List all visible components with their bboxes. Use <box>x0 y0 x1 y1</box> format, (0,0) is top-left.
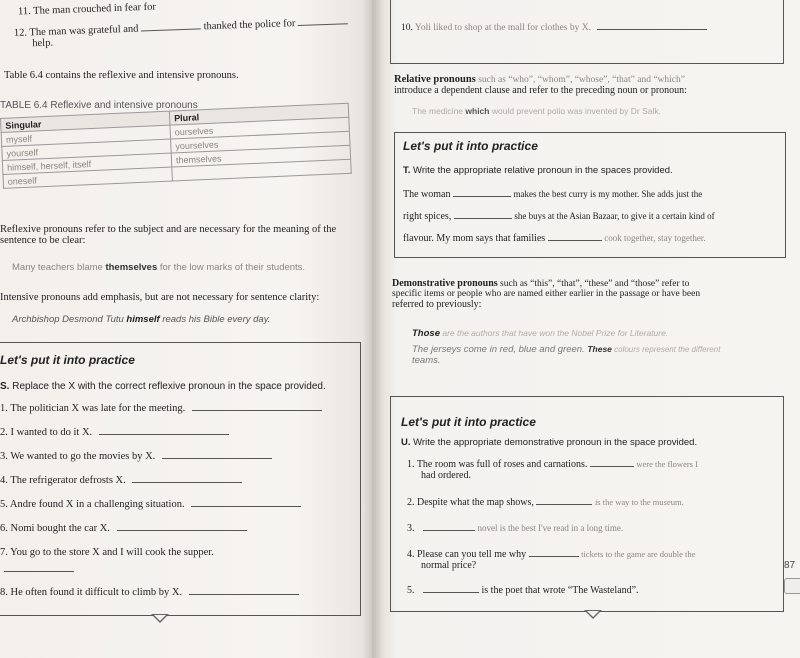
table-row: oneself <box>3 159 351 188</box>
publisher-logo-icon <box>784 578 800 594</box>
answer-blank[interactable] <box>117 529 247 531</box>
demonstrative-definition: Demonstrative pronouns such as “this”, “that”, “these” and “those” refer to specific items or people who are named either earlier in the passage or have been referred to previously: <box>392 278 701 310</box>
answer-blank[interactable] <box>162 457 272 459</box>
answer-blank[interactable] <box>423 591 479 593</box>
practice-instruction: U. Write the appropriate demonstrative pronoun in the space provided. <box>401 437 698 448</box>
practice-box-t <box>394 132 786 258</box>
answer-blank[interactable] <box>548 239 602 241</box>
list-item: 5. is the poet that wrote “The Wasteland”. <box>407 585 639 596</box>
right-page <box>372 0 800 658</box>
paragraph-line: right spices, she buys at the Asian Bazaar, to give it a certain kind of <box>403 211 715 222</box>
answer-blank[interactable] <box>99 433 229 435</box>
answer-blank[interactable] <box>189 593 299 595</box>
answer-blank[interactable] <box>191 505 301 507</box>
list-item: 8. He often found it difficult to climb by X. <box>0 587 299 598</box>
reflexive-example: Many teachers blame themselves for the low marks of their students. <box>12 262 306 273</box>
table-row: himself, herself, itself themselves <box>2 145 350 174</box>
list-item: 2. Despite what the map shows, is the way to the museum. <box>407 497 684 508</box>
answer-blank[interactable] <box>192 409 322 411</box>
relative-definition: Relative pronouns such as “who”, “whom”, “whose”, “that” and “which” introduce a dependent clause and refer to the preceding noun or pronoun: <box>394 74 687 96</box>
table-row: yourself yourselves <box>2 131 350 160</box>
page-number: 87 <box>784 560 796 571</box>
answer-blank[interactable] <box>141 27 201 31</box>
answer-blank[interactable] <box>298 22 348 26</box>
answer-blank[interactable] <box>590 465 634 467</box>
book-gutter <box>362 0 384 658</box>
answer-blank[interactable] <box>536 503 592 505</box>
answer-blank[interactable] <box>423 529 475 531</box>
table-header-singular: Singular <box>1 111 170 132</box>
table-caption: TABLE 6.4 Reflexive and intensive pronouns <box>0 100 198 111</box>
pronoun-table <box>0 103 352 189</box>
list-item: 3. novel is the best I've read in a long time. <box>407 523 624 534</box>
demonstrative-example-2: The jerseys come in red, blue and green. These colours represent the different teams. <box>412 344 721 366</box>
practice-box-s <box>0 342 361 616</box>
intensive-example: Archbishop Desmond Tutu himself reads his Bible every day. <box>12 314 271 325</box>
practice-box-u <box>390 396 784 612</box>
list-item: 7. You go to the store X and I will cook the supper. <box>0 547 214 575</box>
list-item: 2. I wanted to do it X. <box>0 427 229 438</box>
relative-example: The medicine which would prevent polio was invented by Dr Salk. <box>412 106 661 116</box>
answer-blank[interactable] <box>453 195 511 197</box>
list-item: 4. Please can you tell me why tickets to the game are double the normal price? <box>407 549 696 571</box>
practice-title: Let's put it into practice <box>0 353 135 367</box>
box-pointer-icon <box>584 610 602 619</box>
box-pointer-icon <box>151 614 169 623</box>
exercise-item-10: 10. Yoli liked to shop at the mall for clothes by X. <box>401 23 707 33</box>
table-row: myself ourselves <box>1 117 349 146</box>
answer-blank[interactable] <box>597 28 707 30</box>
paragraph-line: The woman makes the best curry is my mother. She adds just the <box>403 189 703 200</box>
list-item: 1. The room was full of roses and carnations. were the flowers I had ordered. <box>407 459 698 481</box>
exercise-item-12: 12. The man was grateful and thanked the police for help. <box>14 16 355 50</box>
list-item: 4. The refrigerator defrosts X. <box>0 475 242 486</box>
paragraph-line: flavour. My mom says that families cook together, stay together. <box>403 233 706 244</box>
list-item: 1. The politician X was late for the meeting. <box>0 403 322 414</box>
practice-instruction: S. Replace the X with the correct reflexive pronoun in the space provided. <box>0 381 326 392</box>
exercise-item-11: 11. The man crouched in fear for <box>17 1 157 18</box>
demonstrative-example-1: Those are the authors that have won the Nobel Prize for Literature. <box>412 328 669 339</box>
table-intro: Table 6.4 contains the reflexive and intensive pronouns. <box>4 70 239 81</box>
answer-blank[interactable] <box>132 481 242 483</box>
answer-blank[interactable] <box>4 570 74 572</box>
left-page <box>0 0 372 658</box>
answer-blank[interactable] <box>454 217 512 219</box>
list-item: 6. Nomi bought the car X. <box>0 523 247 534</box>
top-exercise-box <box>390 0 784 64</box>
list-item: 5. Andre found X in a challenging situation. <box>0 499 301 510</box>
intensive-definition: Intensive pronouns add emphasis, but are not necessary for sentence clarity: <box>0 292 320 303</box>
practice-instruction: T. Write the appropriate relative pronoun in the spaces provided. <box>403 165 673 176</box>
practice-title: Let's put it into practice <box>401 415 536 429</box>
table-header-plural: Plural <box>169 103 348 125</box>
list-item: 3. We wanted to go the movies by X. <box>0 451 272 462</box>
reflexive-definition: Reflexive pronouns refer to the subject and are necessary for the meaning of the sentence to be clear: <box>0 224 337 246</box>
answer-blank[interactable] <box>529 555 579 557</box>
practice-title: Let's put it into practice <box>403 139 538 153</box>
